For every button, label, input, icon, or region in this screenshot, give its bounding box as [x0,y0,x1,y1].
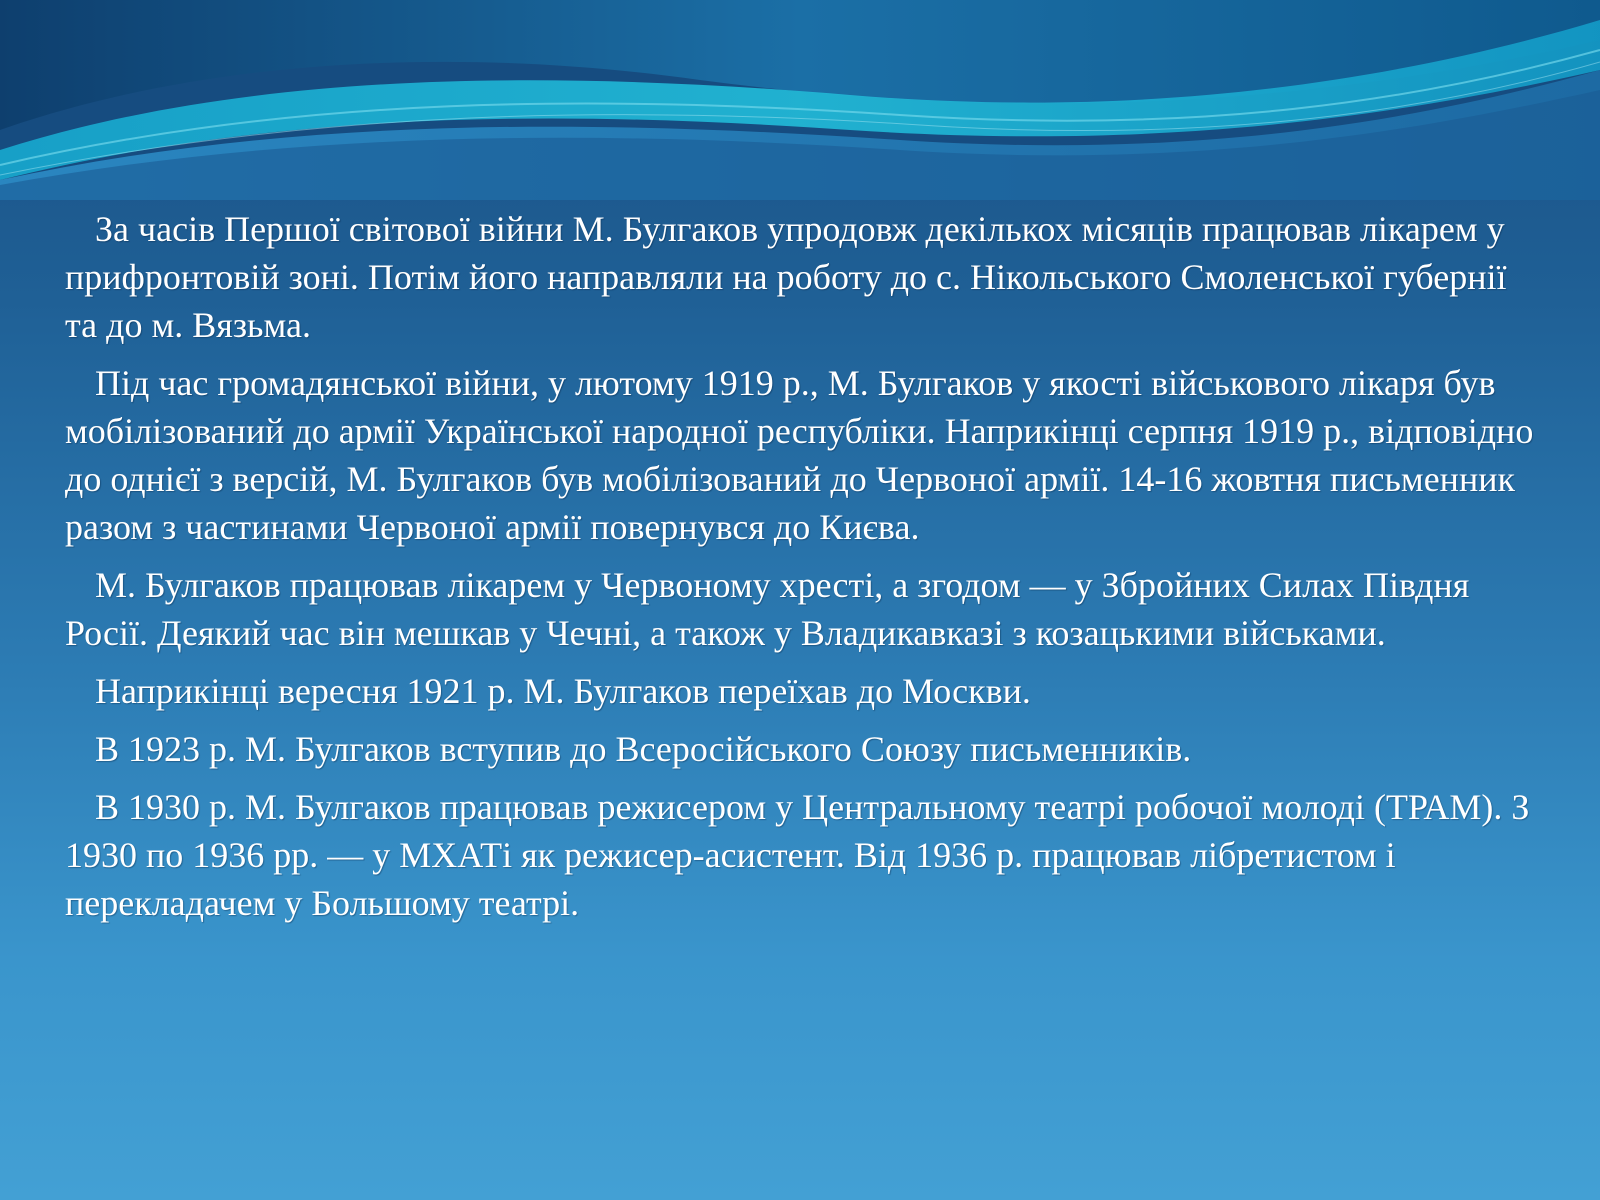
paragraph-civil-war-mobilization: Під час громадянської війни, у лютому 1919 р., М. Булгаков у якості військового лікаря був мобілізований до армії Української народної республіки. Наприкінці серпня 1919 р., відповідно до однієї з версій, М. Булгаков був мобілізований до Червоної армії. 14-16 жовтня письменник разом з частинами Червоної армії повернувся до Києва. [65,363,1534,547]
decorative-wave-header [0,0,1600,200]
paragraph-writers-union: В 1923 р. М. Булгаков вступив до Всеросійського Союзу письменників. [95,729,1192,769]
paragraph-move-to-moscow: Наприкінці вересня 1921 р. М. Булгаков переїхав до Москви. [95,671,1031,711]
paragraph-wwi-doctor: За часів Першої світової війни М. Булгаков упродовж декількох місяців працював лікарем у прифронтовій зоні. Потім його направляли на роботу до с. Нікольського Смоленської губернії та до м. Вязьма. [65,209,1507,345]
slide-text-body [65,205,1535,937]
paragraph-theatre-career: В 1930 р. М. Булгаков працював режисером у Центральному театрі робочої молоді (ТРАМ). З 1930 по 1936 рр. — у МХАТі як режисер-асистент. Від 1936 р. працював лібретистом і перекладачем у Большому театрі. [65,787,1530,923]
paragraph-red-cross: М. Булгаков працював лікарем у Червоному хресті, а згодом — у Збройних Силах Півдня Росії. Деякий час він мешкав у Чечні, а також у Владикавказі з козацькими військами. [65,565,1470,653]
